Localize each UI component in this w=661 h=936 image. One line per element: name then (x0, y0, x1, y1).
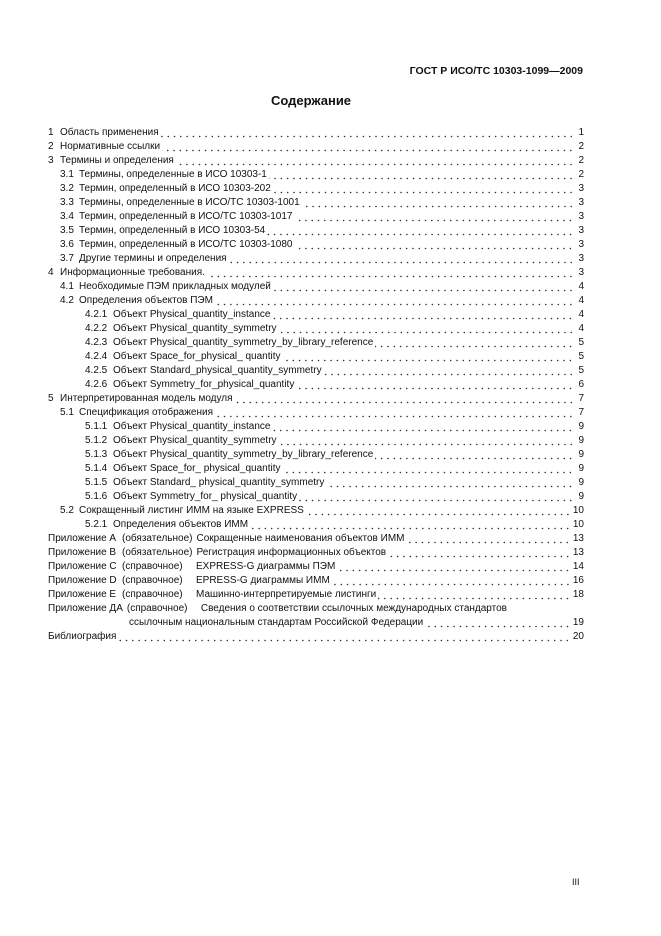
appendix-kind: (обязательное) (122, 547, 193, 558)
toc-entry-title: Термин, определенный в ИСО/ТС 10303-1017 (79, 211, 293, 222)
dot-leader (294, 212, 574, 222)
dot-leader (273, 184, 574, 194)
dot-leader (279, 436, 574, 446)
toc-entry-number: 5.2.1 (85, 519, 108, 530)
toc-entry-page: 9 (578, 463, 584, 474)
toc-entry[interactable] (48, 322, 584, 336)
toc-entry-page: 5 (578, 337, 584, 348)
toc-entry[interactable] (48, 490, 584, 504)
toc-entry-number: 4.2.1 (85, 309, 108, 320)
toc-entry-page: 3 (578, 183, 584, 194)
toc-entry-page: 1 (578, 127, 584, 138)
toc-entry-number: 3.1 (60, 169, 74, 180)
dot-leader (282, 352, 574, 362)
toc-entry[interactable] (48, 462, 584, 476)
dot-leader (326, 478, 574, 488)
toc-entry-number: 4.2.6 (85, 379, 108, 390)
table-of-contents (48, 126, 584, 644)
toc-entry[interactable] (48, 266, 584, 280)
dot-leader (207, 268, 574, 278)
toc-entry-title: Область применения (60, 127, 159, 138)
dot-leader (337, 562, 571, 572)
appendix-title: Сокращенные наименования объектов ИММ (196, 533, 405, 544)
appendix-page: 16 (572, 575, 584, 586)
toc-entry-title: Другие термины и определения (79, 253, 227, 264)
toc-entry-title: Объект Symmetry_for_physical_quantity (113, 379, 295, 390)
toc-appendix[interactable] (48, 574, 584, 588)
dot-leader (161, 128, 574, 138)
toc-entry-page: 10 (572, 505, 584, 516)
toc-entry-number: 3.7 (60, 253, 74, 264)
toc-entry[interactable] (48, 140, 584, 154)
toc-entry-number: 2 (48, 141, 54, 152)
appendix-title: Сведения о соответствии ссылочных международных стандартов (200, 603, 507, 614)
toc-entry-page: 7 (578, 407, 584, 418)
toc-entry[interactable] (48, 238, 584, 252)
toc-entry-page: 3 (578, 239, 584, 250)
toc-entry-title: Сокращенный листинг ИММ на языке EXPRESS (79, 505, 304, 516)
document-header: ГОСТ Р ИСО/ТС 10303-1099—2009 (409, 65, 583, 77)
toc-entry-title: Объект Space_for_ physical_quantity (113, 463, 281, 474)
toc-entry-number: 3.3 (60, 197, 74, 208)
toc-entry-page: 3 (578, 225, 584, 236)
toc-entry-title: Объект Physical_quantity_symmetry (113, 435, 277, 446)
toc-entry-number: 5.2 (60, 505, 74, 516)
dot-leader (324, 366, 574, 376)
appendix-kind: (справочное) (122, 589, 183, 600)
toc-entry-title: Необходимые ПЭМ прикладных модулей (79, 281, 271, 292)
dot-leader (332, 576, 571, 586)
toc-entry-number: 5.1.6 (85, 491, 108, 502)
appendix-label: Приложение ДА (48, 603, 123, 614)
toc-entry[interactable] (48, 210, 584, 224)
toc-entry-page: 2 (578, 155, 584, 166)
toc-entry-title: Объект Standard_physical_quantity_symmetry (113, 365, 322, 376)
appendix-title: Регистрация информационных объектов (196, 547, 387, 558)
toc-entry[interactable] (48, 378, 584, 392)
toc-entry[interactable] (48, 280, 584, 294)
toc-entry-number: 3 (48, 155, 54, 166)
appendix-page: 13 (572, 533, 584, 544)
toc-entry-page: 3 (578, 267, 584, 278)
page-number: III (572, 877, 580, 887)
appendix-title: Машинно-интерпретируемые листинги (196, 589, 377, 600)
toc-entry-page: 9 (578, 421, 584, 432)
toc-entry-number: 5.1.5 (85, 477, 108, 488)
page-title: Содержание (270, 93, 352, 108)
toc-entry-title: Объект Standard_ physical_quantity_symmetry (113, 477, 325, 488)
toc-entry-number: 1 (48, 127, 54, 138)
dot-leader (229, 254, 574, 264)
toc-entry-title: Термины и определения (60, 155, 174, 166)
toc-appendix[interactable] (48, 546, 584, 560)
toc-entry[interactable] (48, 308, 584, 322)
appendix-label: Приложение D (48, 575, 117, 586)
toc-entry-title: Объект Physical_quantity_instance (113, 421, 271, 432)
toc-entry-page: 9 (578, 435, 584, 446)
dot-leader (267, 226, 574, 236)
toc-entry-number: 3.4 (60, 211, 74, 222)
appendix-kind: (справочное) (126, 603, 188, 614)
toc-entry[interactable] (48, 392, 584, 406)
toc-entry-number: 5 (48, 393, 54, 404)
toc-entry-number: 4.2.2 (85, 323, 108, 334)
toc-entry-title: Термины, определенные в ИСО 10303-1 (79, 169, 267, 180)
toc-entry-page: 4 (578, 281, 584, 292)
toc-entry-number: 5.1 (60, 407, 74, 418)
toc-entry-number: 5.1.4 (85, 463, 108, 474)
toc-entry-title: Определения объектов ИММ (113, 519, 249, 530)
toc-entry-page: 9 (578, 449, 584, 460)
toc-appendix[interactable] (48, 560, 584, 574)
toc-entry-number: 3.2 (60, 183, 74, 194)
appendix-kind: (обязательное) (122, 533, 193, 544)
toc-entry-number: 5.1.3 (85, 449, 108, 460)
toc-entry-page: 4 (578, 323, 584, 334)
toc-entry-title: Термины, определенные в ИСО/ТС 10303-1001 (79, 197, 300, 208)
appendix-title-continuation: ссылочным национальным стандартам Российской Федерации (129, 617, 424, 628)
appendix-title: EXPRESS-G диаграммы ПЭМ (196, 561, 336, 572)
dot-leader (282, 464, 574, 474)
dot-leader (306, 506, 571, 516)
dot-leader (425, 618, 571, 628)
toc-appendix[interactable] (48, 588, 584, 602)
toc-entry-title: Объект Symmetry_for_ physical_quantity (113, 491, 298, 502)
appendix-kind: (справочное) (122, 575, 183, 586)
dot-leader (176, 156, 574, 166)
toc-entry[interactable] (48, 224, 584, 238)
appendix-label: Приложение Е (48, 589, 117, 600)
toc-entry[interactable] (48, 294, 584, 308)
toc-entry-page: 2 (578, 141, 584, 152)
toc-entry[interactable] (48, 476, 584, 490)
toc-entry-title: Определения объектов ПЭМ (79, 295, 213, 306)
toc-entry-title: Объект Physical_quantity_instance (113, 309, 271, 320)
toc-entry[interactable] (48, 518, 584, 532)
toc-entry[interactable] (48, 406, 584, 420)
toc-entry[interactable] (48, 420, 584, 434)
toc-entry-number: 3.5 (60, 225, 74, 236)
toc-entry-number: 4.2.3 (85, 337, 108, 348)
toc-entry-page: 6 (578, 379, 584, 390)
dot-leader (118, 632, 570, 642)
dot-leader (269, 170, 574, 180)
bibliography-title: Библиография (48, 631, 117, 642)
toc-entry-page: 4 (578, 309, 584, 320)
toc-entry-page: 4 (578, 295, 584, 306)
toc-entry[interactable] (48, 504, 584, 518)
toc-entry[interactable] (48, 448, 584, 462)
toc-entry-page: 3 (578, 253, 584, 264)
toc-entry-number: 4.2.5 (85, 365, 108, 376)
toc-entry-number: 4.2.4 (85, 351, 108, 362)
toc-entry-title: Объект Space_for_physical_ quantity (113, 351, 281, 362)
dot-leader (375, 450, 574, 460)
toc-entry[interactable] (48, 126, 584, 140)
appendix-page: 19 (572, 617, 584, 628)
toc-entry-page: 2 (578, 169, 584, 180)
dot-leader (299, 492, 574, 502)
dot-leader (378, 590, 571, 600)
toc-entry[interactable] (48, 154, 584, 168)
toc-entry[interactable] (48, 196, 584, 210)
dot-leader (375, 338, 574, 348)
toc-entry-page: 9 (578, 491, 584, 502)
toc-entry-title: Термин, определенный в ИСО 10303-54 (79, 225, 266, 236)
toc-entry-number: 5.1.2 (85, 435, 108, 446)
toc-entry-number: 5.1.1 (85, 421, 108, 432)
toc-entry-title: Термин, определенный в ИСО/ТС 10303-1080 (79, 239, 293, 250)
toc-entry[interactable] (48, 336, 584, 350)
toc-entry-page: 10 (572, 519, 584, 530)
dot-leader (273, 282, 574, 292)
appendix-label: Приложение А (48, 533, 117, 544)
toc-entry-title: Объект Physical_quantity_symmetry_by_library_reference (113, 337, 374, 348)
dot-leader (250, 520, 571, 530)
dot-leader (294, 240, 574, 250)
dot-leader (279, 324, 574, 334)
dot-leader (302, 198, 574, 208)
toc-entry-page: 7 (578, 393, 584, 404)
toc-entry-title: Объект Physical_quantity_symmetry_by_library_reference (113, 449, 374, 460)
toc-entry-title: Информационные требования. (60, 267, 205, 278)
toc-bibliography[interactable] (48, 630, 584, 644)
dot-leader (388, 548, 571, 558)
toc-entry-title: Объект Physical_quantity_symmetry (113, 323, 277, 334)
appendix-page: 13 (572, 547, 584, 558)
toc-entry-page: 3 (578, 211, 584, 222)
dot-leader (215, 296, 574, 306)
dot-leader (215, 408, 574, 418)
toc-appendix-continuation[interactable] (48, 616, 584, 630)
toc-entry-number: 4.1 (60, 281, 74, 292)
dot-leader (296, 380, 574, 390)
appendix-page: 14 (572, 561, 584, 572)
toc-appendix[interactable] (48, 602, 584, 616)
dot-leader (272, 310, 574, 320)
toc-entry-number: 4.2 (60, 295, 74, 306)
dot-leader (406, 534, 570, 544)
toc-entry[interactable] (48, 182, 584, 196)
dot-leader (235, 394, 574, 404)
toc-entry-page: 5 (578, 365, 584, 376)
toc-entry-page: 9 (578, 477, 584, 488)
bibliography-page: 20 (572, 631, 584, 642)
toc-entry-page: 3 (578, 197, 584, 208)
toc-entry-title: Нормативные ссылки (60, 141, 161, 152)
appendix-label: Приложение С (48, 561, 117, 572)
dot-leader (162, 142, 574, 152)
dot-leader (272, 422, 574, 432)
toc-entry[interactable] (48, 350, 584, 364)
toc-entry-title: Спецификация отображения (79, 407, 213, 418)
toc-entry[interactable] (48, 168, 584, 182)
appendix-title: EPRESS-G диаграммы ИММ (196, 575, 330, 586)
toc-entry[interactable] (48, 434, 584, 448)
appendix-kind: (справочное) (122, 561, 183, 572)
appendix-page: 18 (572, 589, 584, 600)
toc-entry-number: 3.6 (60, 239, 74, 250)
toc-entry-title: Термин, определенный в ИСО 10303-202 (79, 183, 271, 194)
toc-entry-number: 4 (48, 267, 54, 278)
toc-entry[interactable] (48, 364, 584, 378)
toc-entry-page: 5 (578, 351, 584, 362)
appendix-label: Приложение В (48, 547, 117, 558)
toc-entry-title: Интерпретированная модель модуля (60, 393, 233, 404)
toc-entry[interactable] (48, 252, 584, 266)
toc-appendix[interactable] (48, 532, 584, 546)
